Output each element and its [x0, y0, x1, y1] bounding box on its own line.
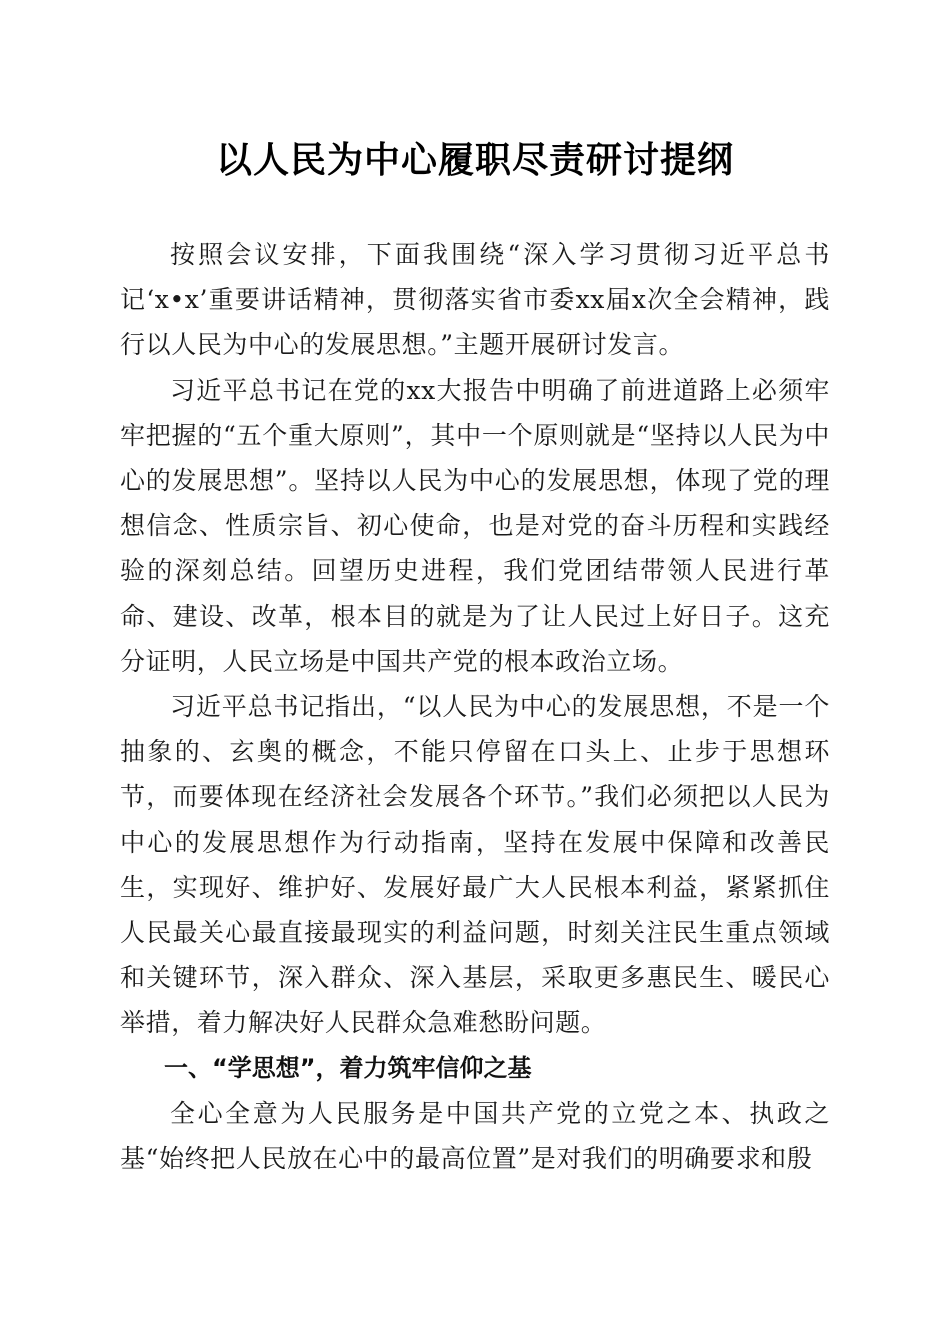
section-heading: 一、“学思想”，着力筑牢信仰之基: [164, 1053, 532, 1082]
paragraph-principles: 习近平总书记在党的xx大报告中明确了前进道路上必须牢牢把握的“五个重大原则”，其中一个原则就是“坚持以人民为中心的发展思想”。坚持以人民为中心的发展思想，体现了党的理想信念、性质宗旨、初心使命，也是对党的奋斗历程和实践经验的深刻总结。回望历史进程，我们党团结带领人民进行革命、建设、改革，根本目的就是为了让人民过上好日子。这充分证明，人民立场是中国共产党的根本政治立场。: [120, 375, 830, 676]
document-body: [120, 232, 830, 1181]
document-title: 以人民为中心履职尽责研讨提纲: [215, 139, 734, 181]
paragraph-people-centered: 习近平总书记指出，“以人民为中心的发展思想，不是一个抽象的、玄奥的概念，不能只停留在口头上、止步于思想环节，而要体现在经济社会发展各个环节。”我们必须把以人民为中心的发展思想作为行动指南，坚持在发展中保障和改善民生，实现好、维护好、发展好最广大人民根本利益，紧紧抓住人民最关心最直接最现实的利益问题，时刻关注民生重点领域和关键环节，深入群众、深入基层，采取更多惠民生、暖民心举措，着力解决好人民群众急难愁盼问题。: [120, 692, 830, 1038]
section-paragraph: 全心全意为人民服务是中国共产党的立党之本、执政之基“始终把人民放在心中的最高位置”是对我们的明确要求和殷: [120, 1098, 830, 1174]
paragraph-intro: 按照会议安排，下面我围绕“深入学习贯彻习近平总书记‘x•x’重要讲话精神，贯彻落实省市委xx届x次全会精神，践行以人民为中心的发展思想。”主题开展研讨发言。: [120, 240, 830, 360]
